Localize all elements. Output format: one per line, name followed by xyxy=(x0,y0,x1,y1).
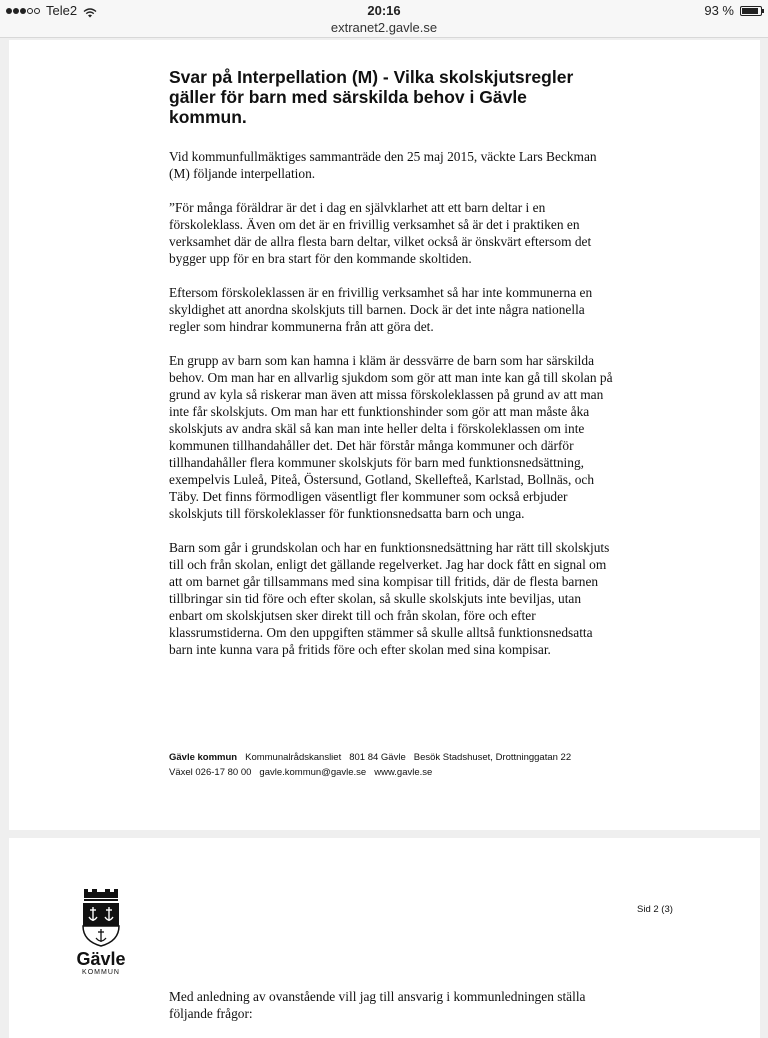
document-page-2 xyxy=(9,838,760,1038)
battery-icon xyxy=(740,6,762,16)
gavle-logo xyxy=(75,886,127,977)
document-title: Svar på Interpellation (M) - Vilka skolskjutsregler gäller för barn med särskilda behov i Gävle kommun. xyxy=(169,67,574,127)
carrier-label: Tele2 xyxy=(46,3,78,18)
logo-subtitle: KOMMUN xyxy=(82,969,120,976)
logo-name: Gävle xyxy=(76,949,126,969)
paragraph: ”För många föräldrar är det i dag en självklarhet att ett barn deltar i en förskoleklass. Även om det är en frivillig verksamhet så är det i praktiken en verksamhet där de allra flesta barn deltar, vilket också är önskvärt eftersom det bygger upp för en bra start för den kommande skoltiden. xyxy=(169,200,592,266)
footer-visit: Besök Stadshuset, Drottninggatan 22 xyxy=(413,752,572,763)
paragraph: En grupp av barn som kan hamna i kläm är dessvärre de barn som har särskilda behov. Om man har en allvarlig sjukdom som gör att man inte kan gå till skolan på grund av kyla så riskerar man även att missa förskoleklassen på grund av att man inte får skolskjuts. Om man har ett funktionshinder som gör att man måste åka skolskjuts av andra skäl så kan man inte heller delta i förskoleklassen om inte kommunen tillhandahåller det. Det här förstår många kommuner och därför tillhandahåller flera kommuner skolskjuts för barn med funktionsnedsättning, exempelvis Luleå, Piteå, Östersund, Gotland, Skellefteå, Karlstad, Bollnäs, och Täby. Det finns förmodligen väsentligt fler kommuner som också erbjuder skolskjuts till förskoleklasser för funktionsnedsatta barn och unga. xyxy=(169,353,613,521)
paragraph: Med anledning av ovanstående vill jag till ansvarig i kommunledningen ställa följande frågor: xyxy=(169,989,586,1021)
footer-web[interactable]: www.gavle.se xyxy=(374,767,433,778)
document-body xyxy=(169,148,614,675)
page-number: Sid 2 (3) xyxy=(637,904,673,915)
address-bar[interactable]: extranet2.gavle.se xyxy=(330,20,438,35)
footer-postal: 801 84 Gävle xyxy=(349,752,406,763)
status-bar xyxy=(0,0,768,38)
paragraph: Eftersom förskoleklassen är en frivillig verksamhet så har inte kommunerna en skyldighet att anordna skolskjuts till barnen. Dock är det inte några nationella regler som hindrar kommunerna från att göra det. xyxy=(169,285,593,334)
status-right xyxy=(704,3,762,18)
document-page-1 xyxy=(9,40,760,830)
footer-email[interactable]: gavle.kommun@gavle.se xyxy=(259,767,367,778)
document-footer xyxy=(169,750,729,780)
footer-dept: Kommunalrådskansliet xyxy=(245,752,342,763)
coat-of-arms-icon xyxy=(81,886,121,948)
paragraph: Vid kommunfullmäktiges sammanträde den 25 maj 2015, väckte Lars Beckman (M) följande interpellation. xyxy=(169,149,597,181)
paragraph: Barn som går i grundskolan och har en funktionsnedsättning har rätt till skolskjuts till och från skolan, enligt det gällande regelverket. Jag har dock fått en signal om att om barnet går tillsammans med sina kompisar till fritids, där de flesta barnen tillbringar sin tid före och efter skolan, så skulle skolskjuts inte beviljas, utan enbart om skolskjutsen sker direkt till och från skolan, före och efter klassrumstiderna. Om den uppgiften stämmer så skulle alltså funktionsnedsatta barn inte kunna vara på fritids före och efter skolan med sina kompisar. xyxy=(169,540,610,657)
footer-phone: Växel 026-17 80 00 xyxy=(169,767,252,778)
clock: 20:16 xyxy=(367,3,401,18)
battery-percentage: 93 % xyxy=(704,3,734,18)
footer-org: Gävle kommun xyxy=(169,752,238,763)
